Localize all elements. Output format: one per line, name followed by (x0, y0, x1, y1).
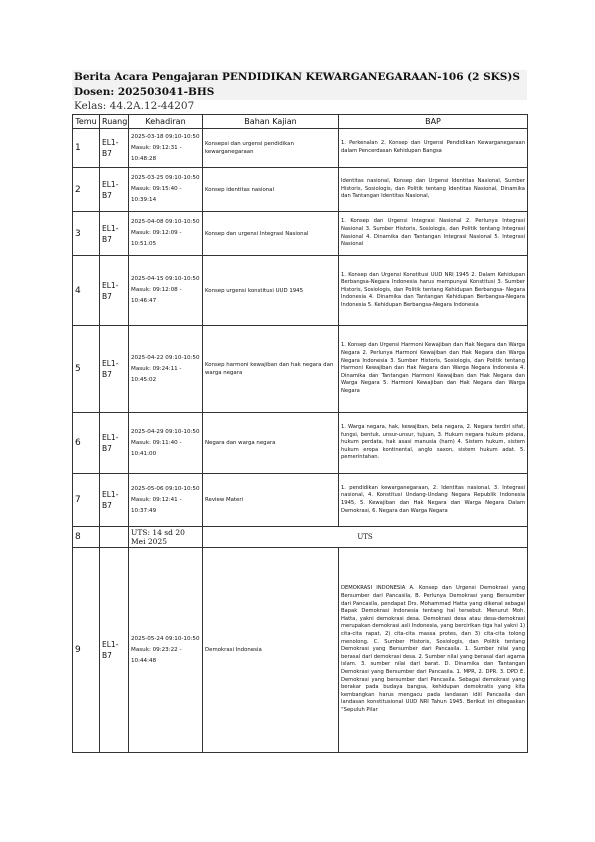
table-row (73, 326, 528, 413)
cell-temu: 2 (73, 168, 100, 212)
column-header-kehadiran: Kehadiran (129, 115, 203, 129)
cell-ruang: EL1-B7 (100, 256, 129, 326)
lecturer-line: Dosen: 202503041-BHS (72, 85, 527, 100)
cell-bahan-kajian: Konsepsi dan urgensi pendidikan kewarganegaraan (203, 129, 339, 168)
cell-kehadiran: 2025-04-29 09:10-10:50 Masuk: 09:11:40 - 10:41:00 (129, 413, 203, 474)
table-row (73, 168, 528, 212)
column-header-ruang: Ruang (100, 115, 129, 129)
cell-temu: 7 (73, 474, 100, 527)
cell-bap: 1. Konsep dan Urgensi Harmoni Kewajiban dan Hak Negara dan Warga Negara 2. Perlunya Harmoni Kewajiban dan Hak Negara dan Warga Negara Indonesia 3. Sumber Historis, Sosiologis, dan Politik tentang Harmoni Kewajiban dan Hak Negara dan Warga Negara Indonesia 4. Dinamika dan Tantangan Harmoni Kewajiban dan Hak Negara dan Warga Negara 5. Harmoni Kewajiban dan Hak Negara dan Warga Negara (339, 326, 528, 413)
cell-bap: 1. Warga negara, hak, kewajiban, bela negara, 2. Negara terdiri sifat, fungsi, bentuk, unsur-unsur, tujuan, 3. Hukum negara hukum pidana, hukum perdata, hak asasi manusia (ham) 4. Sistem hukum, sistem hukum eropa kontinental, anglo saxon, sistem hukum adat. 5. pemerintahan. (339, 413, 528, 474)
cell-bap: Identitas nasional, Konsep dan Urgensi Identitas Nasional, Sumber Historis, Sosiologis, dan Politik tentang Identitas Nasional, Dinamika dan Tantangan Identitas Nasional, (339, 168, 528, 212)
cell-ruang: EL1-B7 (100, 129, 129, 168)
cell-bahan-kajian: Konsep identitas nasional (203, 168, 339, 212)
cell-uts: UTS (203, 527, 528, 548)
cell-bap: 1. Konsep dan Urgensi Integrasi Nasional 2. Perlunya Integrasi Nasional 3. Sumber Historis, Sosiologis, dan Politik tentang Integrasi Nasional 4. Dinamika dan Tantangan Integrasi Nasional 5. Integrasi Nasional (339, 212, 528, 256)
table-row (73, 548, 528, 753)
cell-ruang: EL1-B7 (100, 168, 129, 212)
cell-kehadiran: 2025-04-15 09:10-10:50 Masuk: 09:12:08 - 10:46:47 (129, 256, 203, 326)
table-row (73, 527, 528, 548)
teaching-record-table (72, 114, 528, 753)
cell-ruang (100, 527, 129, 548)
cell-kehadiran: 2025-04-22 09:10-10:50 Masuk: 09:24:11 - 10:45:02 (129, 326, 203, 413)
cell-kehadiran: 2025-03-18 09:10-10:50 Masuk: 09:12:31 - 10:48:28 (129, 129, 203, 168)
cell-temu: 9 (73, 548, 100, 753)
cell-bap: 1. Konsep dan Urgensi Konstitusi UUD NRI 1945 2. Dalam Kehidupan Berbangsa-Negara Indonesia harus mempunyai Konstitusi 3. Sumber Historis, Sosiologis, dan Politik tentang Kehidupan Berbangsa- Negara Indonesia 4. Dinamika dan Tantangan Kehidupan Berbangsa-Negara Indonesia 5. Kehidupan Berbangsa-Negara Indonesia (339, 256, 528, 326)
cell-temu: 8 (73, 527, 100, 548)
cell-ruang: EL1-B7 (100, 326, 129, 413)
table-row (73, 129, 528, 168)
table-row (73, 413, 528, 474)
document-header (72, 70, 527, 113)
cell-kehadiran: UTS: 14 sd 20 Mei 2025 (129, 527, 203, 548)
cell-ruang: EL1-B7 (100, 548, 129, 753)
cell-kehadiran: 2025-05-24 09:10-10:50 Masuk: 09:23:22 - 10:44:48 (129, 548, 203, 753)
table-header-row (73, 115, 528, 129)
cell-bahan-kajian: Review Materi (203, 474, 339, 527)
cell-ruang: EL1-B7 (100, 413, 129, 474)
cell-bahan-kajian: Demokrasi Indonesia (203, 548, 339, 753)
cell-bahan-kajian: Konsep urgensi konstitusi UUD 1945 (203, 256, 339, 326)
cell-bahan-kajian: Konsep harmoni kewajiban dan hak negara dan warga negara (203, 326, 339, 413)
cell-kehadiran: 2025-05-06 09:10-10:50 Masuk: 09:12:41 - 10:37:49 (129, 474, 203, 527)
table-row (73, 474, 528, 527)
table-row (73, 212, 528, 256)
cell-ruang: EL1-B7 (100, 212, 129, 256)
class-line: Kelas: 44.2A.12-44207 (74, 100, 195, 112)
cell-temu: 6 (73, 413, 100, 474)
column-header-temu: Temu (73, 115, 100, 129)
cell-bap: 1. Perkenalan 2. Konsep dan Urgensi Pendidikan Kewarganegaraan dalam Pencerdasan Kehidupan Bangsa (339, 129, 528, 168)
cell-bap: DEMOKRASI INDONESIA A. Konsep dan Urgensi Demokrasi yang Bersumber dari Pancasila, B. Perlunya Demokrasi yang Bersumber dari Pancasila, pendapat Drs. Mohammad Hatta yang dikenal sebagai Bapak Demokrasi Indonesia tentang hal tersebut. Menurut Moh. Hatta, yakni demokrasi desa. Demokrasi desa atau desa-demokrasi merupakan demokrasi asli Indonesia, yang bercirikan tiga hal yakni 1) cita-cita rapat, 2) cita-cita massa protes, dan 3) cita-cita tolong menolong. C. Sumber Historis, Sosiologis, dan Politik tentang Demokrasi yang Bersumber dari Pancasila. 1. Sumber nilai yang berasal dari demokrasi desa. 2. Sumber nilai yang berasal dari agama islam. 3. sumber nilai dari barat. D. Dinamika dan Tantangan Demokrasi yang Bersumber dari Pancasila. 1. MPR, 2. DPR. 3. DPD E. Demokrasi yang bersumber dari Pancasila. Sebagai demokrasi yang berakar pada budaya bangsa, kehidupan demokratis yang kita kembangkan harus mengacu pada landasan idiil Pancasila dan landasan konstitusional UUD NRI Tahun 1945. Berikut ini ditegaskan “Sepuluh Pilar (339, 548, 528, 753)
cell-kehadiran: 2025-04-08 09:10-10:50 Masuk: 09:12:09 - 10:51:05 (129, 212, 203, 256)
cell-ruang: EL1-B7 (100, 474, 129, 527)
column-header-bap: BAP (339, 115, 528, 129)
cell-bap: 1. pendidikan kewarganegaraan, 2. Identitas nasional, 3. Integrasi nasional, 4. Konstitusi Undang-Undang Negara Republik Indonesia 1945, 5. Kewajiban dan Hak Negara dan Warga Negara Dalam Demokrasi, 6. Negara dan Warga Negara (339, 474, 528, 527)
cell-bahan-kajian: Negara dan warga negara (203, 413, 339, 474)
cell-kehadiran: 2025-03-25 09:10-10:50 Masuk: 09:15:40 - 10:39:14 (129, 168, 203, 212)
document-title: Berita Acara Pengajaran PENDIDIKAN KEWARGANEGARAAN-106 (2 SKS)S (72, 70, 527, 85)
cell-temu: 3 (73, 212, 100, 256)
cell-temu: 4 (73, 256, 100, 326)
cell-temu: 1 (73, 129, 100, 168)
cell-temu: 5 (73, 326, 100, 413)
column-header-bahan-kajian: Bahan Kajian (203, 115, 339, 129)
table-row (73, 256, 528, 326)
cell-bahan-kajian: Konsep dan urgensi Integrasi Nasional (203, 212, 339, 256)
